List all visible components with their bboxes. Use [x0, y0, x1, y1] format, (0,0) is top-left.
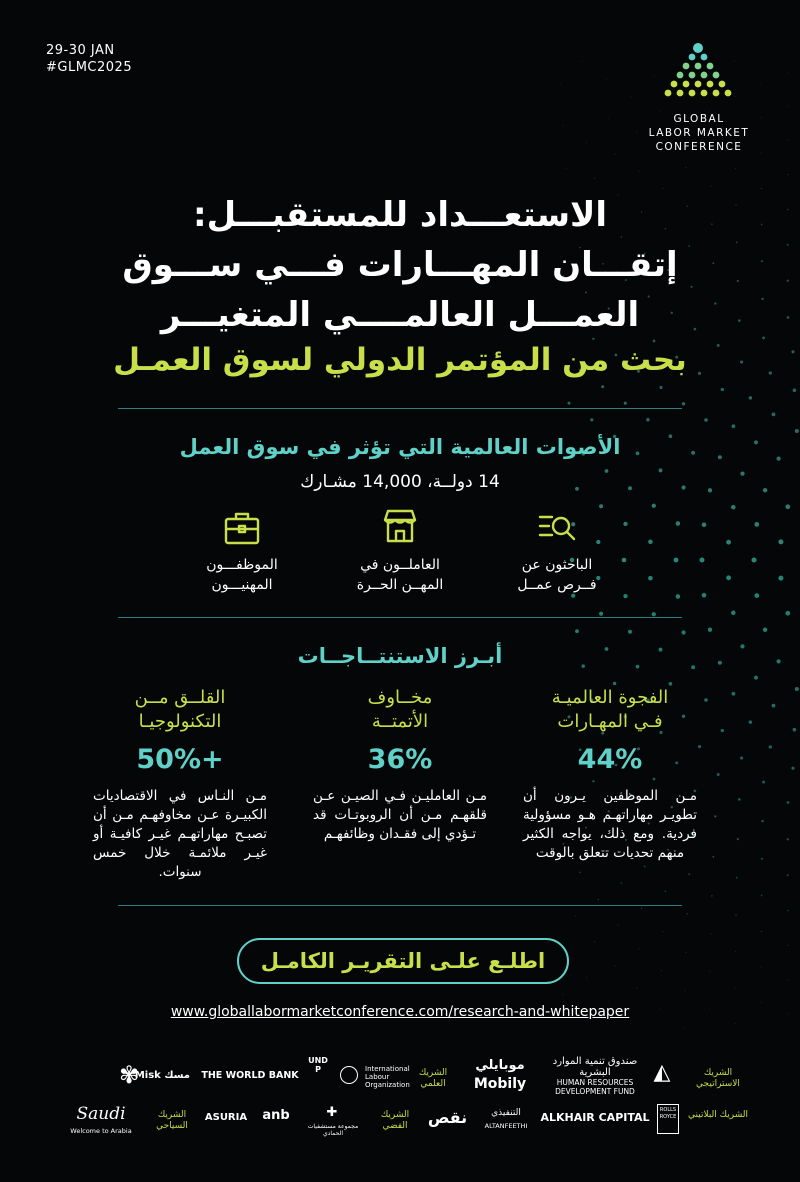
- background-dot: [710, 933, 711, 934]
- background-dot: [652, 504, 656, 508]
- background-dot: [637, 988, 638, 989]
- background-dot: [661, 970, 662, 971]
- background-dot: [700, 558, 705, 563]
- background-dot: [586, 977, 587, 978]
- group-job-seekers-line-1: الباحثون عن: [521, 557, 593, 573]
- background-dot: [575, 629, 579, 633]
- background-dot: [749, 396, 753, 400]
- logo-dot: [713, 90, 720, 97]
- background-dot: [731, 611, 736, 616]
- logo-dot: [689, 90, 696, 97]
- background-dot: [795, 687, 799, 691]
- finding-skills-gap-title-1: الفجوة العالميـة: [551, 687, 669, 708]
- background-dot: [710, 185, 711, 186]
- background-dot: [769, 745, 772, 748]
- logo-dot: [707, 81, 714, 88]
- background-dot: [562, 125, 563, 126]
- finding-automation-value: 36%: [367, 744, 433, 775]
- background-dot: [710, 971, 711, 972]
- background-dot: [594, 178, 595, 179]
- finding-technology: [85, 686, 275, 882]
- background-dot: [665, 890, 666, 891]
- background-dot: [676, 521, 680, 525]
- background-dot: [732, 424, 736, 428]
- background-dot: [787, 244, 789, 246]
- background-dot: [615, 966, 616, 967]
- background-dot: [787, 209, 789, 211]
- background-dot: [761, 188, 762, 189]
- logo-text: [644, 112, 754, 154]
- background-dot: [659, 386, 662, 389]
- event-date-block: [46, 42, 132, 76]
- background-dot: [787, 979, 788, 980]
- findings-heading: أبـرز الاستنتــاجــات: [297, 644, 503, 668]
- background-dot: [663, 931, 664, 932]
- logo-dot: [677, 90, 684, 97]
- briefcase-icon: [222, 508, 262, 548]
- event-hashtag: #GLMC2025: [46, 60, 133, 75]
- logo-dot: [677, 72, 684, 79]
- voices-stats: 14 دولــة، 14,000 مشـارك: [300, 472, 500, 492]
- background-dot: [584, 101, 585, 102]
- background-dot: [776, 659, 780, 663]
- finding-automation-title-2: الأتمتــة: [371, 711, 429, 732]
- background-dot: [772, 704, 776, 708]
- group-freelancers-line-2: المهــن الحــرة: [356, 577, 444, 593]
- partner-altanfeethi-ar: التنفيذي: [491, 1108, 521, 1118]
- partner-rolls-royce: ROLLS ROYCE: [657, 1104, 679, 1134]
- background-dot: [624, 402, 627, 405]
- background-dot: [787, 874, 789, 876]
- background-dot: [644, 866, 646, 868]
- event-dates: 29-30 JAN: [46, 43, 115, 58]
- background-dot: [761, 117, 762, 118]
- partners-strip: [0, 1050, 800, 1182]
- background-dot: [751, 557, 756, 562]
- background-dot: [717, 773, 720, 776]
- background-dot: [740, 360, 743, 363]
- partner-naqs: نقص: [427, 1108, 468, 1127]
- partner-mobily-ar: موبايلي: [475, 1058, 525, 1073]
- partner-misk: Misk مسك: [134, 1070, 190, 1081]
- voices-heading: الأصوات العالمية التي تؤثر في سوق العمل: [179, 435, 621, 459]
- background-dot: [684, 1027, 685, 1028]
- background-dot: [787, 945, 788, 946]
- partner-ilo: International Labour Organization: [365, 1065, 410, 1089]
- report-url-link[interactable]: www.globallabormarketconference.com/research-and-whitepaper: [170, 1004, 630, 1020]
- background-dot: [761, 260, 763, 262]
- background-dot: [652, 612, 656, 616]
- divider-3: [118, 905, 682, 906]
- misk-tree-icon: ✾: [118, 1061, 140, 1089]
- logo-dot: [701, 72, 708, 79]
- background-dot: [568, 402, 571, 405]
- logo-dot: [665, 90, 672, 97]
- partner-alhammadi: مجموعة مستشفيات الحمادي: [307, 1123, 359, 1137]
- background-dot: [711, 895, 713, 897]
- background-dot: [788, 106, 789, 107]
- background-dot: [688, 873, 690, 875]
- partner-tag-strategic: الشريك الاستراتيجي: [696, 1068, 740, 1089]
- finding-technology-value: 50%+: [136, 744, 224, 775]
- partner-tag-silver: الشريك الفضي: [380, 1110, 410, 1131]
- background-dot: [685, 952, 686, 953]
- logo-line-1: GLOBAL: [673, 113, 725, 125]
- background-dot: [682, 402, 685, 405]
- background-dot: [726, 575, 731, 580]
- background-dot: [596, 540, 600, 544]
- background-dot: [654, 76, 655, 77]
- background-dot: [795, 429, 799, 433]
- partner-world-bank: THE WORLD BANK: [201, 1070, 299, 1081]
- background-dot: [787, 140, 788, 141]
- group-job-seekers-line-2: فــرص عمــل: [517, 577, 597, 593]
- background-dot: [772, 413, 776, 417]
- background-dot: [702, 593, 707, 598]
- background-dot: [761, 931, 762, 932]
- partner-hrdf-en: HUMAN RESOURCES DEVELOPMENT FUND: [555, 1078, 635, 1096]
- partner-asuria: ASURIA: [204, 1112, 248, 1123]
- background-dot: [630, 96, 631, 97]
- group-professionals: [172, 555, 312, 595]
- logo-dot: [683, 63, 690, 70]
- background-dot: [763, 488, 768, 493]
- logo-line-3: CONFERENCE: [655, 141, 743, 153]
- background-dot: [754, 676, 758, 680]
- search-list-icon: [537, 508, 577, 548]
- background-dot: [608, 1001, 609, 1002]
- partner-alkhair: ALKHAIR CAPITAL: [540, 1111, 650, 1124]
- title-line-3: العمـــل العالمــــي المتغيـــر: [160, 295, 640, 335]
- background-dot: [761, 967, 762, 968]
- group-job-seekers: [487, 555, 627, 595]
- background-dot: [714, 815, 716, 817]
- dot-pyramid-logo-icon: [658, 42, 738, 102]
- background-dot: [793, 389, 797, 393]
- background-dot: [735, 168, 736, 169]
- background-dot: [639, 948, 640, 949]
- background-dot: [613, 682, 616, 685]
- background-dot: [639, 171, 640, 172]
- background-dot: [787, 838, 789, 840]
- background-dot: [590, 418, 593, 421]
- background-dot: [778, 576, 783, 581]
- group-freelancers: [330, 555, 470, 595]
- logo-dot: [689, 54, 696, 61]
- background-dot: [712, 856, 714, 858]
- background-dot: [628, 630, 632, 634]
- background-dot: [754, 522, 759, 527]
- background-dot: [579, 872, 580, 873]
- background-dot: [732, 692, 736, 696]
- alhammadi-logo-icon: ✚: [326, 1105, 338, 1120]
- finding-technology-title-2: التكنولوجيـا: [138, 711, 222, 732]
- background-dot: [788, 1013, 789, 1014]
- background-dot: [562, 994, 563, 995]
- partner-tag-platinum: الشريك البلاتيني: [688, 1110, 748, 1120]
- ilo-logo-icon: [340, 1066, 358, 1084]
- background-dot: [761, 1002, 762, 1003]
- title-subtitle: بحث من المؤتمر الدولي لسوق العمـل: [113, 342, 687, 378]
- background-dot: [623, 522, 627, 526]
- background-dot: [740, 471, 744, 475]
- finding-skills-gap-title-2: فـي المهـارات: [557, 711, 663, 732]
- logo-dot: [693, 43, 703, 53]
- group-professionals-line-2: المهنيـــون: [211, 577, 273, 593]
- background-dot: [761, 224, 763, 226]
- finding-skills-gap: [515, 686, 705, 863]
- background-dot: [735, 988, 736, 989]
- background-dot: [754, 593, 759, 598]
- background-dot: [663, 188, 664, 189]
- logo-dot: [707, 63, 714, 70]
- background-dot: [682, 630, 686, 634]
- background-dot: [621, 882, 622, 883]
- partner-mobily-en: Mobily: [473, 1076, 527, 1092]
- background-dot: [646, 418, 649, 421]
- background-dot: [721, 388, 724, 391]
- background-dot: [601, 385, 604, 388]
- partner-hrdf-ar: صندوق تنمية الموارد البشرية: [552, 1056, 638, 1078]
- background-dot: [787, 174, 788, 175]
- background-dot: [674, 558, 679, 563]
- background-dot: [582, 61, 583, 62]
- background-dot: [762, 781, 765, 784]
- partner-saudi-tagline: Welcome to Arabia: [70, 1127, 132, 1135]
- background-dot: [630, 1023, 631, 1024]
- finding-skills-gap-body: مـن الموظفين يـرون أن تطويـر مهاراتهـم هـو مسؤولية فردية. ومع ذلك، يواجه الكثير منهم تحديات تتعلق بالوقت: [523, 788, 697, 861]
- background-dot: [787, 910, 789, 912]
- finding-automation: [305, 686, 495, 844]
- logo-dot: [719, 81, 726, 88]
- background-dot: [761, 858, 763, 860]
- background-dot: [793, 728, 797, 732]
- background-dot: [599, 504, 603, 508]
- logo-line-2: LABOR MARKET: [648, 127, 750, 139]
- divider-1: [118, 408, 682, 409]
- background-dot: [685, 167, 686, 168]
- finding-technology-title-1: القلــق مــن: [134, 687, 226, 708]
- logo-dot: [689, 72, 696, 79]
- finding-technology-body: مـن النـاس في الاقتصاديات الكبيـرة عـن مخاوفهـم مـن أن تصبـح مهاراتهـم غيـر كافيـة أو غيـر ملائمـة خلال خمس سنوات.: [93, 788, 267, 880]
- divider-2: [118, 617, 682, 618]
- partner-tag-scientific: الشريك العلمي: [418, 1068, 448, 1089]
- background-dot: [763, 628, 768, 633]
- background-dot: [598, 899, 599, 900]
- logo-dot: [671, 81, 678, 88]
- background-dot: [704, 418, 708, 422]
- background-dot: [761, 152, 762, 153]
- background-dot: [734, 1023, 735, 1024]
- background-dot: [791, 350, 794, 353]
- background-dot: [740, 756, 743, 759]
- background-dot: [684, 990, 685, 991]
- partner-anb: anb: [262, 1108, 290, 1123]
- full-report-button[interactable]: اطلـع علـى التقريـر الكامـل: [237, 938, 569, 984]
- background-dot: [761, 820, 763, 822]
- background-dot: [738, 798, 741, 801]
- background-dot: [787, 316, 790, 319]
- background-dot: [637, 131, 638, 132]
- background-dot: [721, 729, 724, 732]
- background-dot: [648, 576, 653, 581]
- hrdf-logo-icon: ◭: [653, 1060, 671, 1085]
- background-dot: [740, 644, 744, 648]
- background-dot: [641, 908, 642, 909]
- background-dot: [761, 298, 763, 300]
- background-dot: [594, 941, 595, 942]
- logo-dot: [695, 63, 702, 70]
- background-dot: [618, 925, 619, 926]
- background-dot: [708, 628, 712, 632]
- background-dot: [754, 440, 758, 444]
- title-line-2: إتقـــان المهـــارات فـــي ســـوق: [122, 245, 678, 285]
- logo-dot: [725, 90, 732, 97]
- background-dot: [606, 79, 607, 80]
- logo-dot: [695, 81, 702, 88]
- background-dot: [560, 84, 561, 85]
- partner-tag-tourism: الشريك السياحي: [156, 1110, 188, 1131]
- background-dot: [702, 523, 707, 528]
- background-dot: [749, 720, 753, 724]
- background-dot: [566, 168, 567, 169]
- background-dot: [787, 280, 789, 282]
- logo-dot: [683, 81, 690, 88]
- background-dot: [735, 914, 736, 915]
- background-dot: [586, 142, 587, 143]
- background-dot: [736, 877, 738, 879]
- logo-dot: [701, 54, 708, 61]
- background-dot: [735, 951, 736, 952]
- finding-skills-gap-value: 44%: [577, 744, 643, 775]
- background-dot: [787, 801, 790, 804]
- background-dot: [791, 767, 794, 770]
- title-line-1: الاستعـــداد للمستقبـــل:: [193, 195, 607, 235]
- background-dot: [676, 594, 680, 598]
- background-dot: [599, 612, 603, 616]
- finding-automation-title-1: مخــاوف: [367, 687, 433, 708]
- background-dot: [648, 540, 653, 545]
- background-dot: [687, 913, 688, 914]
- logo-dot: [701, 90, 708, 97]
- background-dot: [788, 72, 789, 73]
- background-dot: [762, 336, 765, 339]
- storefront-icon: [380, 506, 420, 546]
- background-dot: [731, 505, 736, 510]
- background-dot: [785, 611, 790, 616]
- background-dot: [776, 456, 780, 460]
- logo-dot: [713, 72, 720, 79]
- group-freelancers-line-1: العاملــون في: [360, 557, 440, 573]
- background-dot: [615, 154, 616, 155]
- background-dot: [761, 895, 763, 897]
- background-dot: [575, 916, 576, 917]
- background-dot: [778, 539, 783, 544]
- background-dot: [769, 371, 772, 374]
- partner-saudi: Saudi: [76, 1104, 126, 1124]
- group-professionals-line-1: الموظفـــون: [206, 557, 278, 573]
- background-dot: [737, 838, 739, 840]
- partner-altanfeethi-en: ALTANFEETHI: [484, 1122, 528, 1130]
- background-dot: [726, 540, 731, 545]
- background-dot: [608, 118, 609, 119]
- partner-undp: UNDP: [308, 1056, 328, 1074]
- background-dot: [785, 504, 790, 509]
- background-dot: [761, 83, 762, 84]
- finding-automation-body: مـن العامليـن فـي الصيـن عـن قلقهـم مـن أن الروبوتـات قد تـؤدي إلى فقـدان وظائفهـم: [313, 788, 487, 842]
